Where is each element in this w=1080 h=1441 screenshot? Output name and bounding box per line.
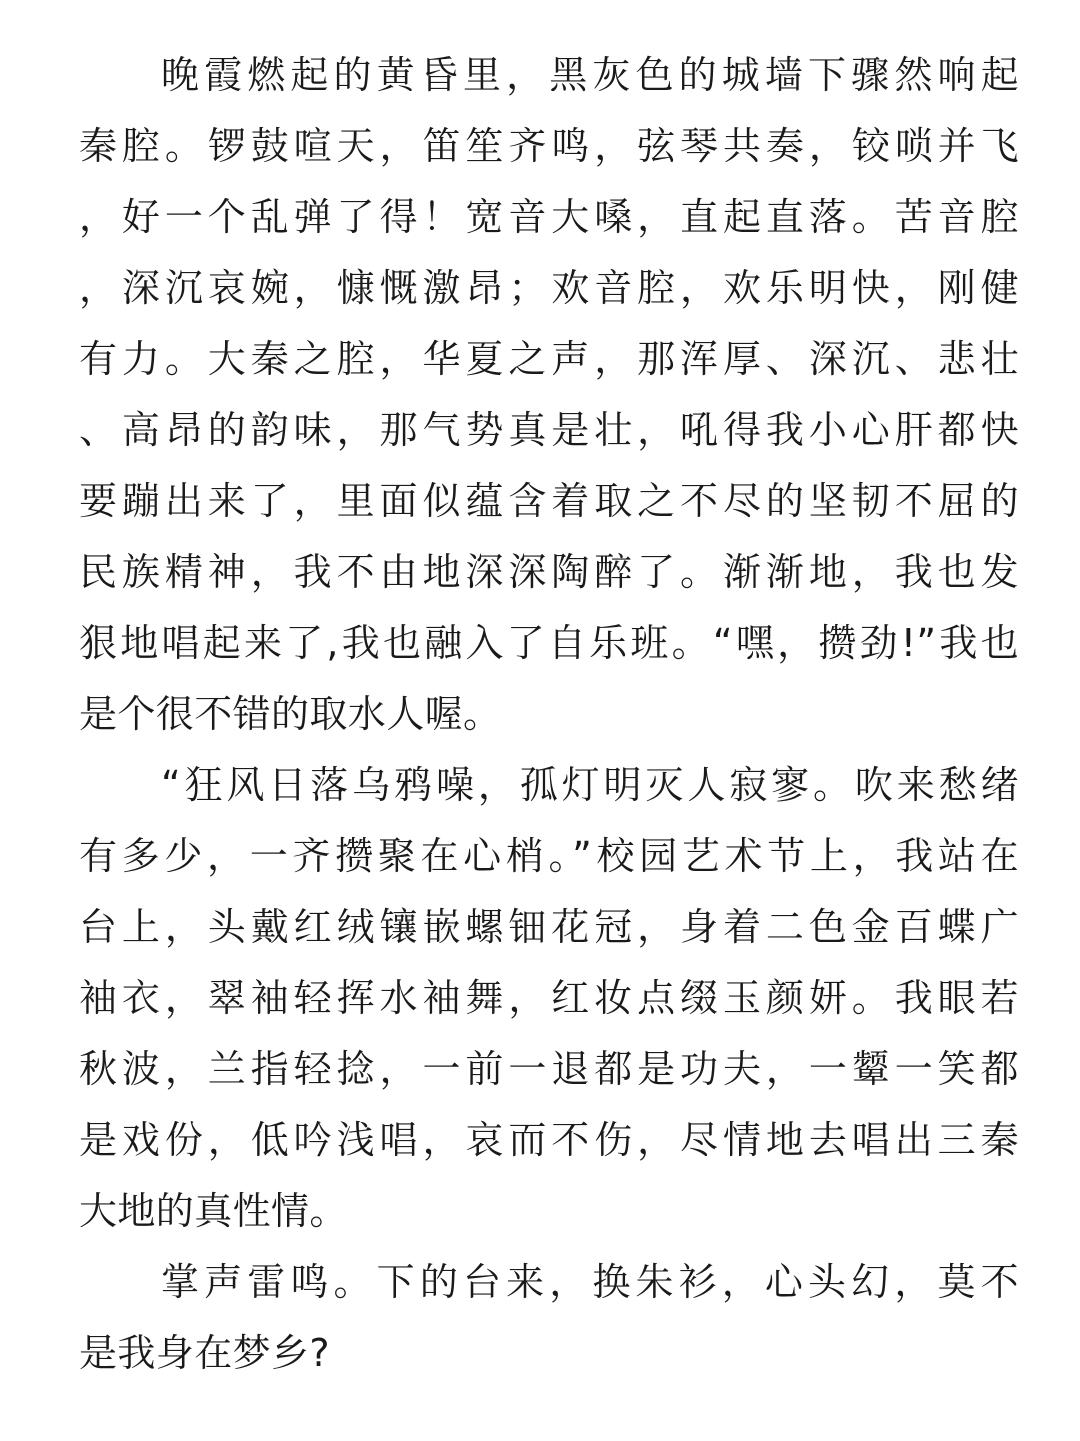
paragraph-3	[79, 1247, 1019, 1389]
text-line: 台上，头戴红绒镶嵌螺钿花冠，身着二色金百蝶广	[79, 905, 1019, 949]
text-line: 要蹦出来了，里面似蕴含着取之不尽的坚韧不屈的	[79, 479, 1019, 523]
text-line: 、高昂的韵味，那气势真是壮，吼得我小心肝都快	[79, 408, 1019, 452]
text-line: 是个很不错的取水人喔。	[79, 692, 502, 736]
text-line: 大地的真性情。	[79, 1189, 348, 1233]
text-line: 是戏份，低吟浅唱，哀而不伤，尽情地去唱出三秦	[79, 1118, 1019, 1162]
text-line: 有多少，一齐攒聚在心梢。”校园艺术节上，我站在	[79, 834, 1019, 878]
text-line: ，好一个乱弹了得！宽音大嗓，直起直落。苦音腔	[79, 195, 1019, 239]
text-line: 有力。大秦之腔，华夏之声，那浑厚、深沉、悲壮	[79, 337, 1019, 381]
text-line: “狂风日落乌鸦噪，孤灯明灭人寂寥。吹来愁绪	[161, 763, 1019, 807]
text-line: 掌声雷鸣。下的台来，换朱衫，心头幻，莫不	[161, 1260, 1019, 1304]
text-line: 秦腔。锣鼓喧天，笛笙齐鸣，弦琴共奏，铰唢并飞	[79, 124, 1019, 168]
paragraph-1	[79, 40, 1019, 750]
text-line: ，深沉哀婉，慷慨激昂；欢音腔，欢乐明快，刚健	[79, 266, 1019, 310]
text-line: 晚霞燃起的黄昏里，黑灰色的城墙下骤然响起	[161, 53, 1019, 97]
text-line: 是我身在梦乡?	[79, 1331, 330, 1375]
paragraph-2	[79, 750, 1019, 1247]
text-line: 狠地唱起来了,我也融入了自乐班。“嘿，攒劲!”我也	[79, 621, 1019, 665]
text-line: 民族精神，我不由地深深陶醉了。渐渐地，我也发	[79, 550, 1019, 594]
text-line: 秋波，兰指轻捻，一前一退都是功夫，一颦一笑都	[79, 1047, 1019, 1091]
text-line: 袖衣，翠袖轻挥水袖舞，红妆点缀玉颜妍。我眼若	[79, 976, 1019, 1020]
essay-text	[79, 40, 1019, 1389]
